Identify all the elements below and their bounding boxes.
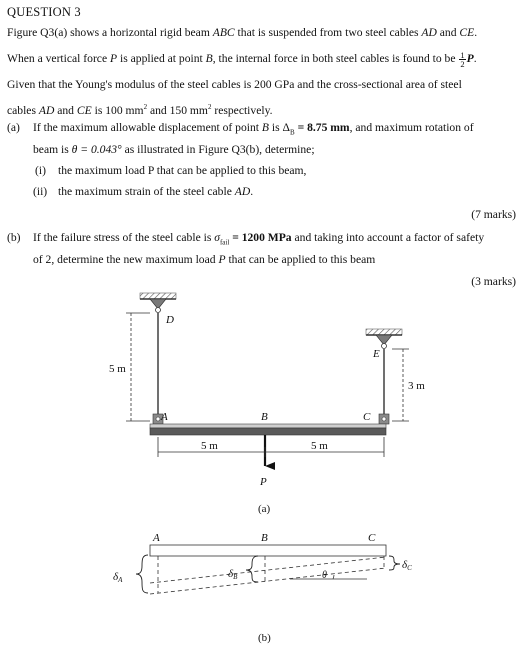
span-right-text: 5 m	[311, 440, 328, 452]
pin-c	[379, 414, 389, 424]
marks-part-b: (3 marks)	[471, 275, 516, 288]
beam-abc	[150, 424, 386, 435]
displacement-guides	[158, 556, 384, 593]
fraction-one-half: $\frac{1}{2}$	[460, 50, 465, 69]
label-p: P	[260, 476, 267, 488]
paragraph-line-4: cables AD and CE is 100 $mm^2$ and 150 $mm^2$ respectively.	[7, 103, 273, 117]
label-b-b: B	[261, 532, 268, 544]
label-b-c: C	[368, 532, 376, 544]
beam-displaced-position	[150, 557, 386, 594]
label-delta-b: δB	[228, 568, 238, 581]
dim-right-text: 3 m	[408, 380, 425, 392]
label-b-a: A	[153, 532, 160, 544]
dimension-right-vertical	[392, 349, 409, 421]
support-e	[366, 329, 402, 349]
figure-a	[109, 293, 425, 515]
paragraph-line-1: Figure Q3(a) shows a horizontal rigid beam ABC that is suspended from two steel cables AD and CE.	[7, 26, 478, 39]
part-a-line-1: If the maximum allowable displacement of point B is $\Delta_B = 8.75$ mm, and maximum rotation of	[33, 121, 474, 137]
part-a-ii-text: the maximum strain of the steel cable AD.	[58, 185, 254, 198]
theta-arc	[333, 575, 334, 579]
paragraph-line-2: When a vertical force P is applied at point B, the internal force in both steel cables is found to be $\frac{1}{2}$ P.	[7, 50, 477, 69]
brace-delta-b	[246, 556, 258, 582]
part-b-label: (b)	[7, 231, 21, 244]
label-delta-c: δC	[402, 559, 412, 572]
caption-b: (b)	[258, 632, 271, 644]
beam-original-position	[150, 545, 386, 556]
label-d: D	[166, 314, 174, 326]
dim-left-text: 5 m	[109, 363, 126, 375]
part-a-i-label: (i)	[35, 164, 46, 177]
marks-part-a: (7 marks)	[471, 208, 516, 221]
span-left-text: 5 m	[201, 440, 218, 452]
part-b-line-1: If the failure stress of the steel cable is $\sigma_{fail} = 1200$ MPa and taking into account a factor of safety	[33, 231, 485, 247]
figure-b	[113, 532, 412, 644]
part-b-line-2: of 2, determine the new maximum load P that can be applied to this beam	[33, 253, 376, 266]
question-title: QUESTION 3	[7, 5, 81, 19]
label-a: A	[161, 411, 168, 423]
label-e: E	[373, 348, 380, 360]
part-a-i-text: the maximum load P that can be applied to this beam,	[58, 164, 307, 177]
label-c: C	[363, 411, 371, 423]
paragraph-line-3: Given that the Young's modulus of the steel cables is 200 GPa and the cross-sectional area of steel	[7, 78, 462, 91]
label-b: B	[261, 411, 268, 423]
dimension-left-vertical	[126, 313, 150, 421]
support-d	[140, 293, 176, 313]
part-a-label: (a)	[7, 121, 20, 134]
part-a-ii-label: (ii)	[33, 185, 48, 198]
part-a-line-2: beam is θ = 0.043° as illustrated in Figure Q3(b), determine;	[33, 143, 315, 156]
brace-delta-c	[389, 556, 400, 570]
brace-delta-a	[136, 555, 148, 593]
label-delta-a: δA	[113, 571, 123, 584]
caption-a: (a)	[258, 503, 271, 515]
label-theta: θ	[322, 570, 327, 581]
dimension-horizontal-spans	[158, 437, 384, 457]
